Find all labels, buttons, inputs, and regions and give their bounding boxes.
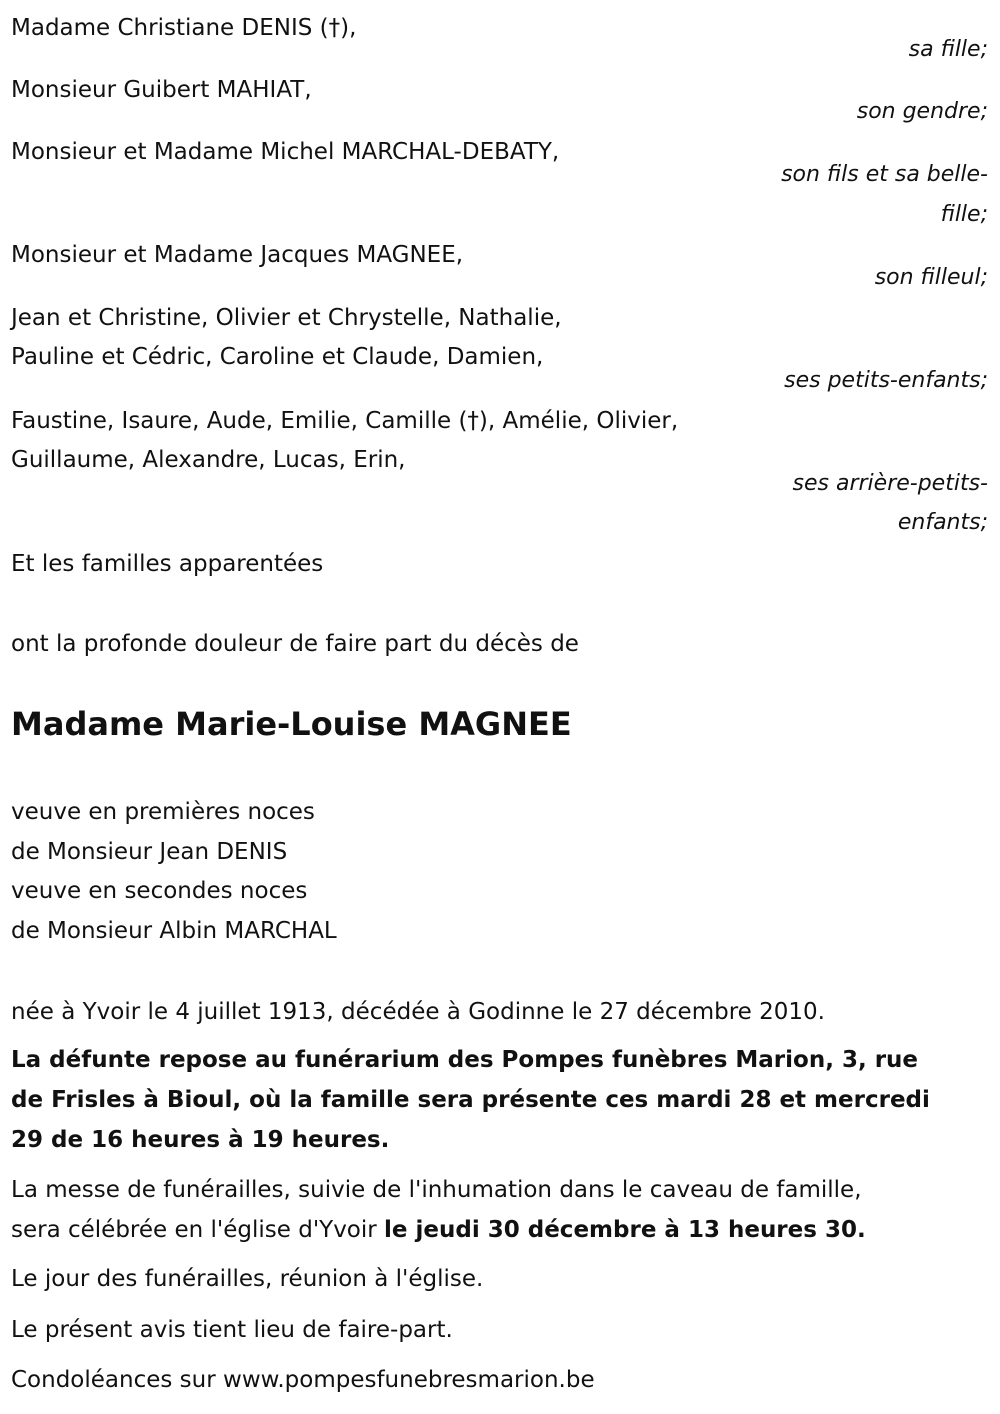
family-name: Monsieur et Madame Michel MARCHAL-DEBATY, bbox=[11, 139, 560, 165]
family-name: Jean et Christine, Olivier et Chrystelle, Nathalie, bbox=[11, 305, 562, 331]
related-families: Et les familles apparentées bbox=[11, 551, 324, 577]
family-relation: son filleul; bbox=[874, 265, 988, 290]
widow-line: veuve en secondes noces bbox=[11, 878, 308, 904]
mass-date: le jeudi 30 décembre à 13 heures 30. bbox=[384, 1217, 866, 1243]
viewing-info: de Frisles à Bioul, où la famille sera présente ces mardi 28 et mercredi bbox=[11, 1087, 930, 1113]
family-relation: ses petits-enfants; bbox=[784, 368, 988, 393]
family-name: Faustine, Isaure, Aude, Emilie, Camille (†), Amélie, Olivier, bbox=[11, 408, 679, 434]
condolences: Condoléances sur www.pompesfunebresmarion.be bbox=[11, 1367, 595, 1393]
mass-location: sera célébrée en l'église d'Yvoir bbox=[11, 1217, 385, 1243]
widow-line: de Monsieur Albin MARCHAL bbox=[11, 918, 337, 944]
family-name: Pauline et Cédric, Caroline et Claude, Damien, bbox=[11, 344, 544, 370]
family-name: Monsieur et Madame Jacques MAGNEE, bbox=[11, 242, 464, 268]
family-relation: sa fille; bbox=[908, 37, 988, 62]
family-relation: enfants; bbox=[897, 510, 988, 535]
widow-line: de Monsieur Jean DENIS bbox=[11, 839, 288, 865]
widow-line: veuve en premières noces bbox=[11, 799, 315, 825]
family-relation: ses arrière-petits- bbox=[792, 471, 988, 496]
meeting-info: Le jour des funérailles, réunion à l'église. bbox=[11, 1266, 484, 1292]
deceased-name: Madame Marie-Louise MAGNEE bbox=[11, 705, 572, 743]
birth-death: née à Yvoir le 4 juillet 1913, décédée à Godinne le 27 décembre 2010. bbox=[11, 999, 825, 1025]
mass-info bbox=[11, 1215, 866, 1245]
family-relation: son gendre; bbox=[856, 99, 988, 124]
family-relation: fille; bbox=[940, 202, 988, 227]
notice: Le présent avis tient lieu de faire-part. bbox=[11, 1317, 453, 1343]
family-name: Madame Christiane DENIS (†), bbox=[11, 15, 357, 41]
announcement: ont la profonde douleur de faire part du décès de bbox=[11, 631, 579, 657]
family-name: Monsieur Guibert MAHIAT, bbox=[11, 77, 312, 103]
viewing-info: La défunte repose au funérarium des Pompes funèbres Marion, 3, rue bbox=[11, 1047, 919, 1073]
family-relation: son fils et sa belle- bbox=[781, 162, 988, 187]
viewing-info: 29 de 16 heures à 19 heures. bbox=[11, 1127, 390, 1153]
family-name: Guillaume, Alexandre, Lucas, Erin, bbox=[11, 447, 406, 473]
mass-info: La messe de funérailles, suivie de l'inhumation dans le caveau de famille, bbox=[11, 1177, 862, 1203]
